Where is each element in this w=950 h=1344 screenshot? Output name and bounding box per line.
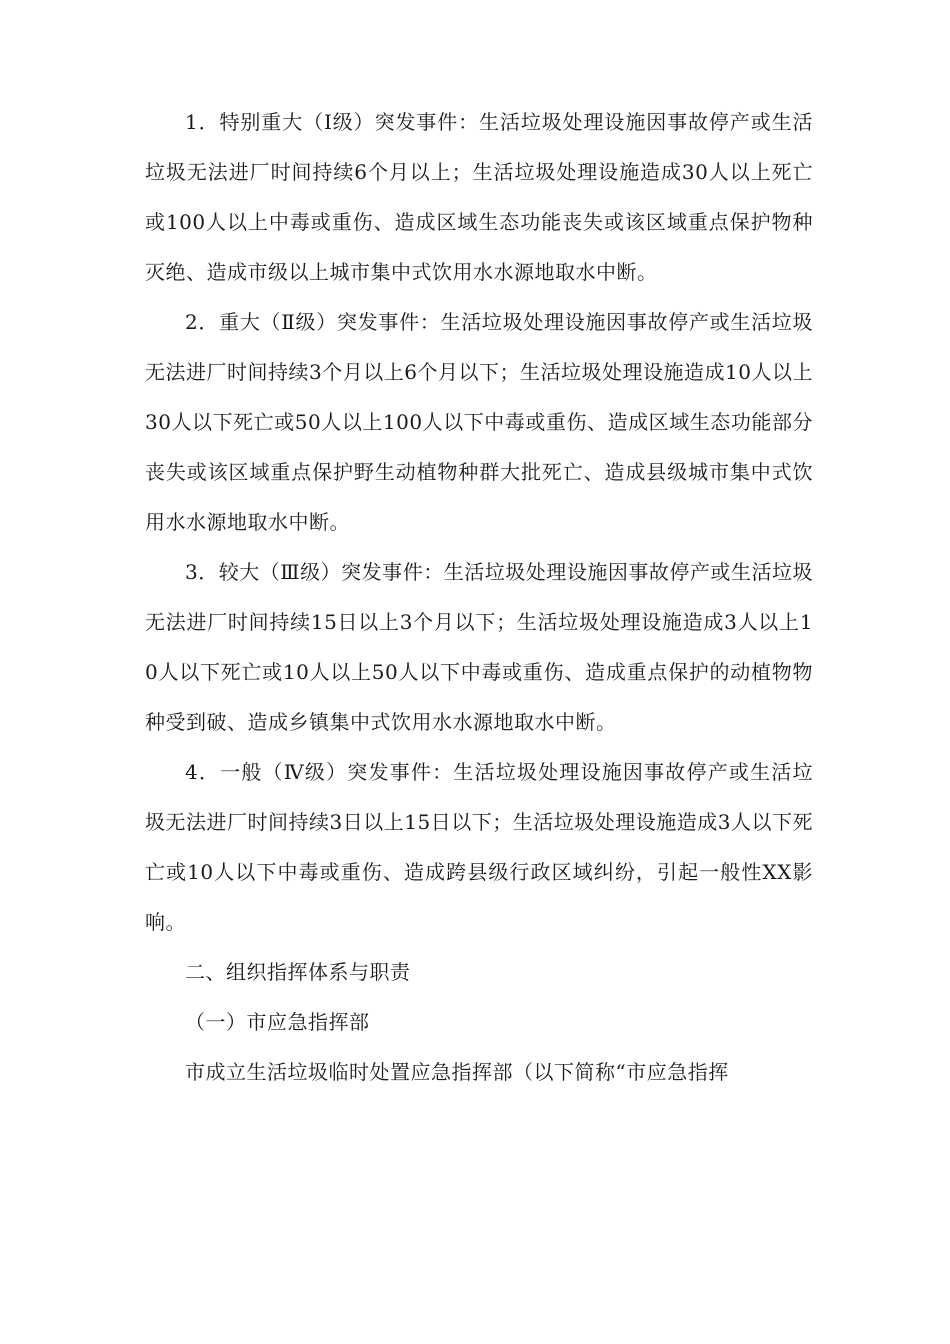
paragraph-level-2: 2．重大（Ⅱ级）突发事件：生活垃圾处理设施因事故停产或生活垃圾无法进厂时间持续3个月以上6个月以下；生活垃圾处理设施造成10人以上30人以下死亡或50人以上100人以下中毒或重伤、造成区域生态功能部分丧失或该区域重点保护野生动植物种群大批死亡、造成县级城市集中式饮用水水源地取水中断。 (145, 310, 813, 534)
section-heading: 二、组织指挥体系与职责 (185, 960, 411, 984)
paragraph-level-4: 4．一般（Ⅳ级）突发事件：生活垃圾处理设施因事故停产或生活垃圾无法进厂时间持续3日以上15日以下；生活垃圾处理设施造成3人以下死亡或10人以下中毒或重伤、造成跨县级行政区域纠纷，引起一般性XX影响。 (145, 760, 813, 934)
paragraph-level-3: 3．较大（Ⅲ级）突发事件：生活垃圾处理设施因事故停产或生活垃圾无法进厂时间持续15日以上3个月以下；生活垃圾处理设施造成3人以上10人以下死亡或10人以上50人以下中毒或重伤、造成重点保护的动植物物种受到破、造成乡镇集中式饮用水水源地取水中断。 (145, 560, 813, 734)
document-body (145, 97, 813, 1097)
subsection-heading: （一）市应急指挥部 (185, 1010, 370, 1034)
paragraph-final: 市成立生活垃圾临时处置应急指挥部（以下简称“市应急指挥 (185, 1060, 729, 1084)
paragraph-level-1: 1．特别重大（Ⅰ级）突发事件：生活垃圾处理设施因事故停产或生活垃圾无法进厂时间持续6个月以上；生活垃圾处理设施造成30人以上死亡或100人以上中毒或重伤、造成区域生态功能丧失或该区域重点保护物种灭绝、造成市级以上城市集中式饮用水水源地取水中断。 (145, 110, 813, 284)
